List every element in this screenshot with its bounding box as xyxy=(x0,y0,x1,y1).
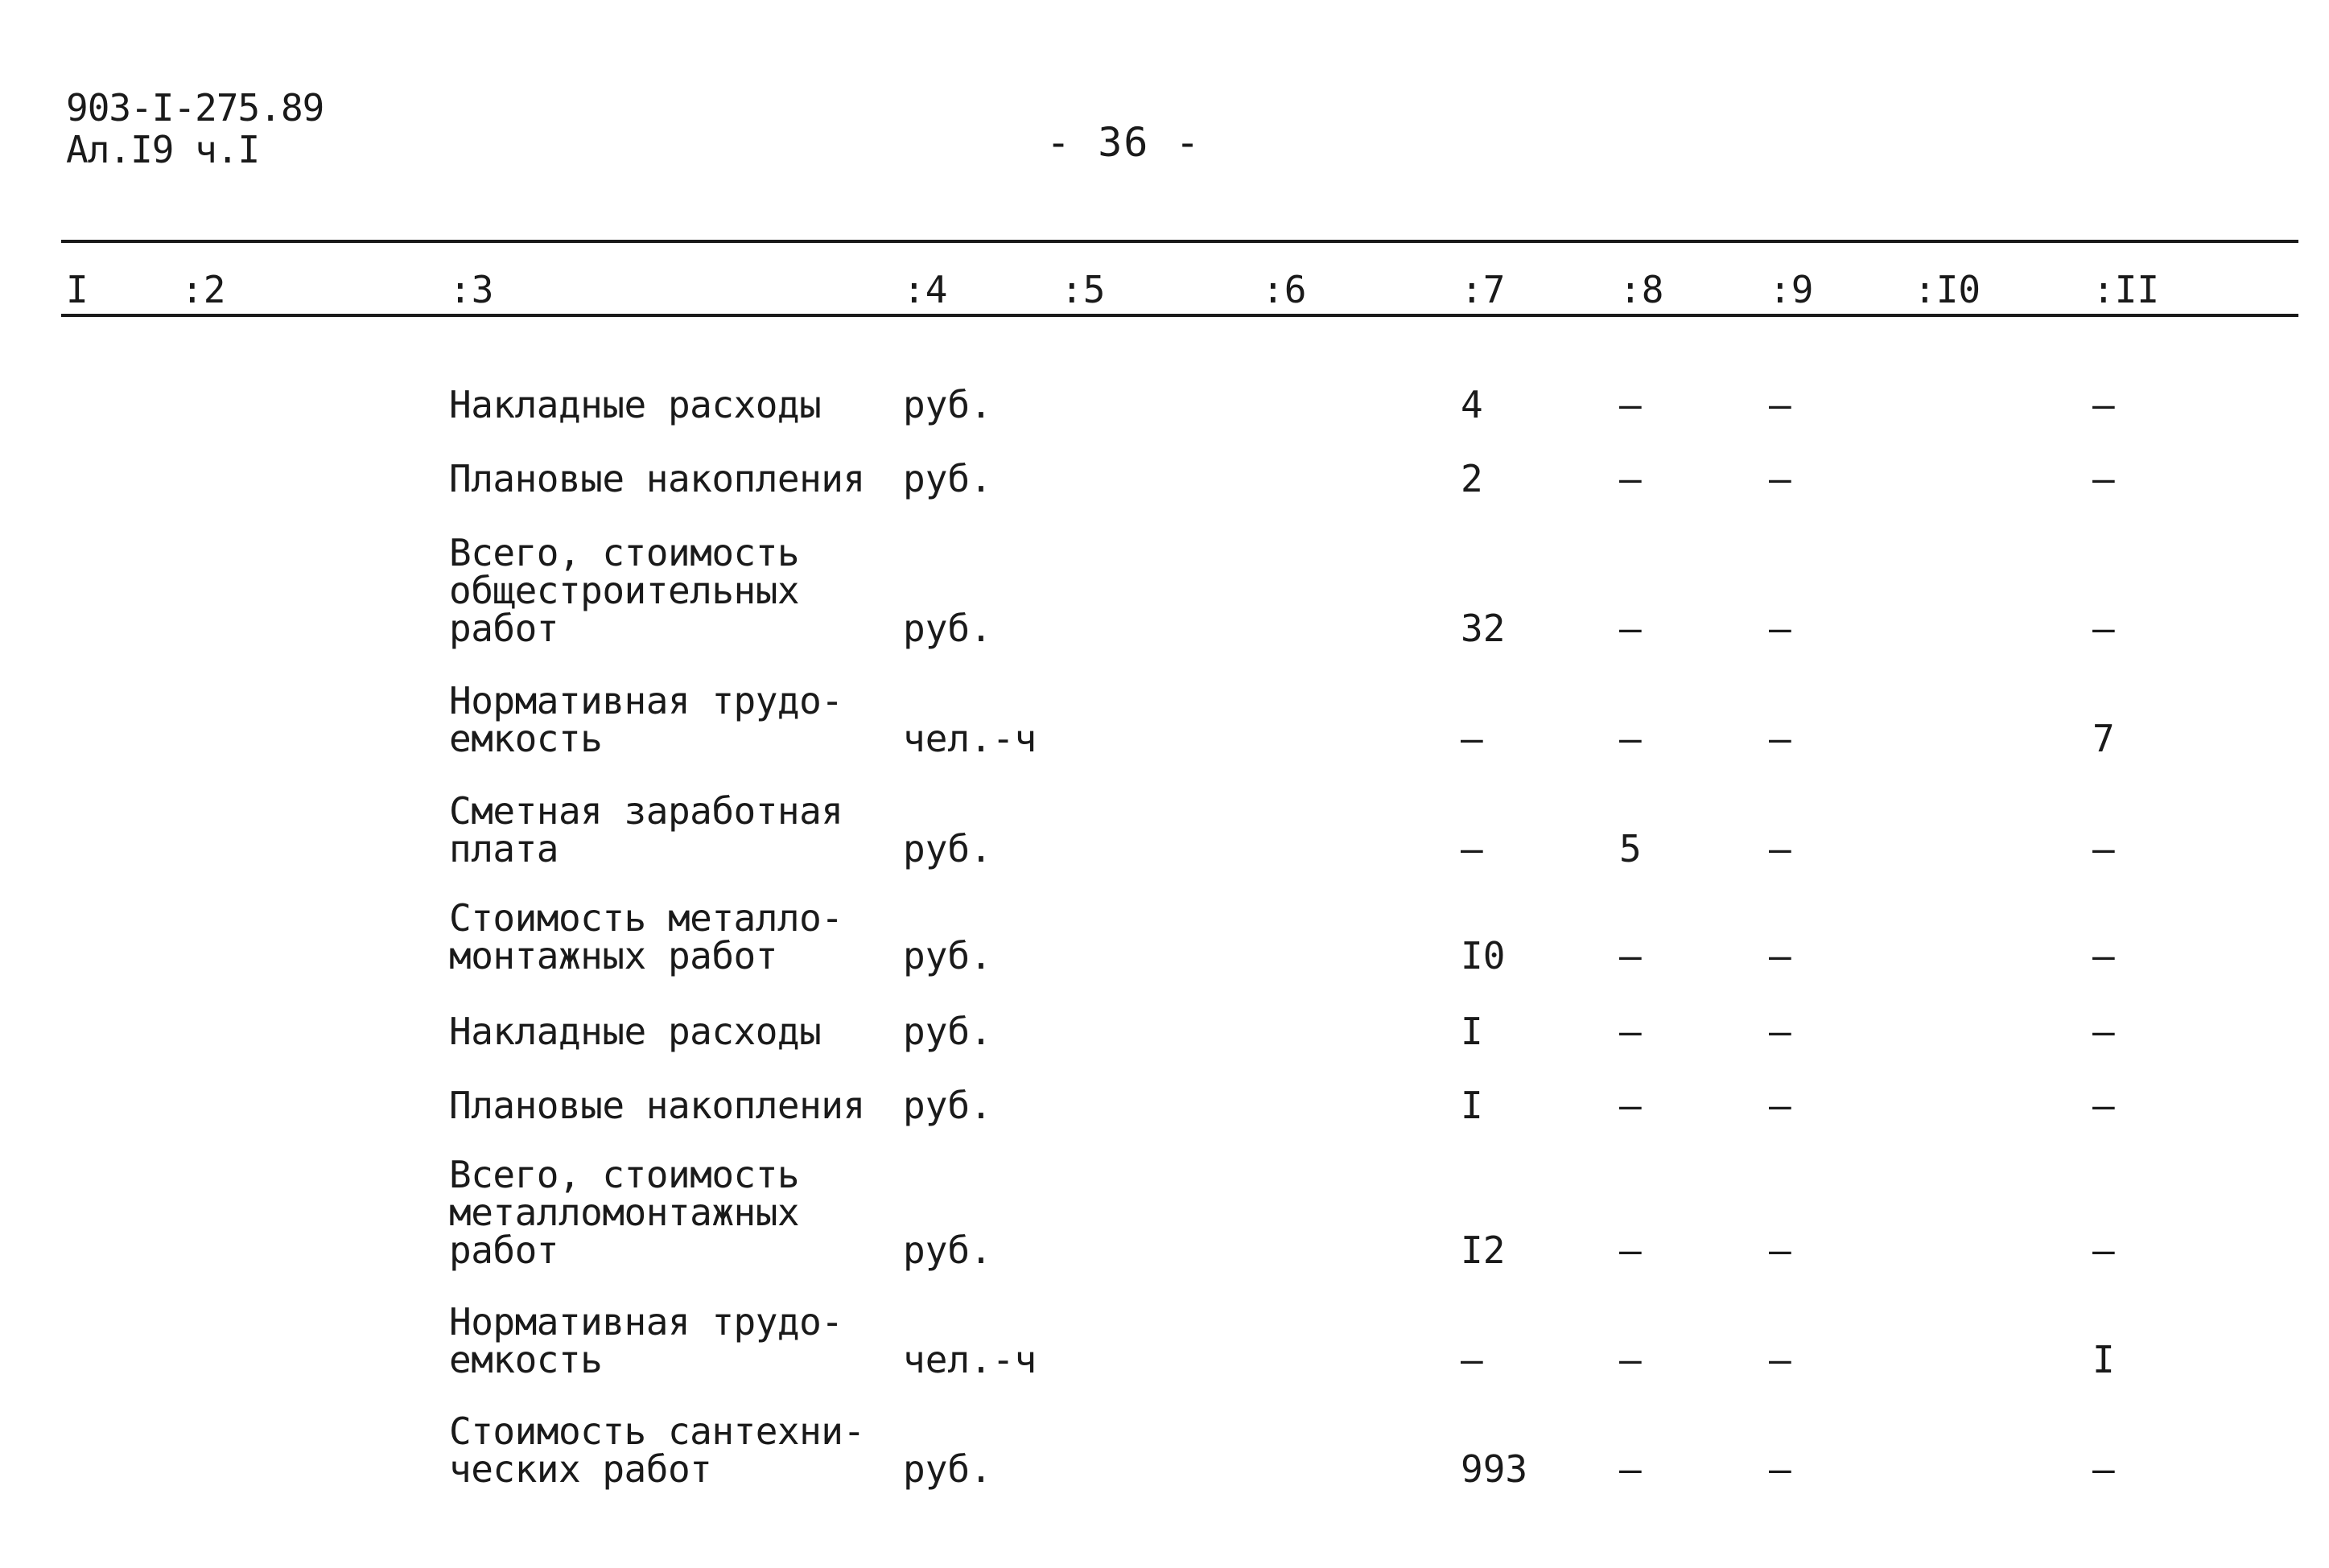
row-col-9: – xyxy=(1769,934,1791,977)
row-col-11: 7 xyxy=(2092,717,2115,760)
table-row xyxy=(0,1300,2329,1381)
row-name: Нормативная трудо- емкость xyxy=(449,1300,843,1381)
row-col-9: – xyxy=(1769,1084,1791,1127)
row-col-11: – xyxy=(2092,607,2115,650)
row-col-9: – xyxy=(1769,1010,1791,1053)
row-unit: руб. xyxy=(903,607,992,650)
row-unit: руб. xyxy=(903,457,992,500)
row-col-7: 993 xyxy=(1461,1447,1528,1491)
row-unit: руб. xyxy=(903,1084,992,1127)
column-header-2: :2 xyxy=(181,268,226,311)
row-name: Сметная заработная плата xyxy=(449,789,843,870)
row-unit: руб. xyxy=(903,1228,992,1272)
row-col-8: – xyxy=(1619,607,1642,650)
row-name: Стоимость сантехни- ческих работ xyxy=(449,1410,865,1491)
row-name: Накладные расходы xyxy=(449,1010,822,1053)
row-col-11: – xyxy=(2092,383,2115,426)
document-code-line-1: 903-I-275.89 xyxy=(66,86,324,130)
row-col-8: – xyxy=(1619,1010,1642,1053)
row-name: Всего, стоимость общестроительных работ xyxy=(449,531,800,650)
row-col-8: – xyxy=(1619,1338,1642,1381)
column-header-11: :II xyxy=(2092,268,2160,311)
row-col-7: I xyxy=(1461,1010,1483,1053)
row-col-11: – xyxy=(2092,457,2115,500)
row-col-8: – xyxy=(1619,383,1642,426)
row-unit: руб. xyxy=(903,1010,992,1053)
row-col-8: – xyxy=(1619,717,1642,760)
table-row xyxy=(0,896,2329,977)
row-col-9: – xyxy=(1769,827,1791,870)
row-unit: руб. xyxy=(903,934,992,977)
row-unit: руб. xyxy=(903,1447,992,1491)
row-col-11: – xyxy=(2092,827,2115,870)
row-col-9: – xyxy=(1769,457,1791,500)
row-name: Всего, стоимость металломонтажных работ xyxy=(449,1153,800,1272)
row-col-7: I0 xyxy=(1461,934,1506,977)
row-unit: руб. xyxy=(903,383,992,426)
row-col-8: – xyxy=(1619,1447,1642,1491)
row-name: Накладные расходы xyxy=(449,383,822,426)
row-col-7: 4 xyxy=(1461,383,1483,426)
row-col-11: – xyxy=(2092,1228,2115,1272)
row-col-8: – xyxy=(1619,457,1642,500)
column-header-1: I xyxy=(66,268,89,311)
row-col-9: – xyxy=(1769,1338,1791,1381)
row-unit: руб. xyxy=(903,827,992,870)
table-row xyxy=(0,457,2329,500)
table-row xyxy=(0,1410,2329,1491)
row-name: Стоимость металло- монтажных работ xyxy=(449,896,843,977)
row-col-7: – xyxy=(1461,717,1483,760)
row-col-7: 32 xyxy=(1461,607,1506,650)
row-col-11: – xyxy=(2092,1447,2115,1491)
row-col-7: – xyxy=(1461,827,1483,870)
column-header-3: :3 xyxy=(449,268,494,311)
row-col-7: I2 xyxy=(1461,1228,1506,1272)
table-row xyxy=(0,531,2329,650)
column-header-5: :5 xyxy=(1061,268,1106,311)
row-col-8: – xyxy=(1619,934,1642,977)
column-header-6: :6 xyxy=(1262,268,1307,311)
row-col-7: – xyxy=(1461,1338,1483,1381)
column-header-4: :4 xyxy=(903,268,948,311)
table-row xyxy=(0,789,2329,870)
column-header-7: :7 xyxy=(1461,268,1506,311)
row-unit: чел.-ч xyxy=(903,717,1037,760)
row-col-9: – xyxy=(1769,717,1791,760)
table-row xyxy=(0,383,2329,426)
row-col-11: – xyxy=(2092,934,2115,977)
table-row xyxy=(0,1153,2329,1272)
row-unit: чел.-ч xyxy=(903,1338,1037,1381)
row-col-7: I xyxy=(1461,1084,1483,1127)
row-col-9: – xyxy=(1769,1447,1791,1491)
column-header-8: :8 xyxy=(1619,268,1664,311)
document-code xyxy=(66,87,324,171)
table-top-rule xyxy=(61,240,2298,243)
column-header-10: :I0 xyxy=(1914,268,1981,311)
row-col-9: – xyxy=(1769,1228,1791,1272)
table-row xyxy=(0,1010,2329,1053)
row-name: Плановые накопления xyxy=(449,1084,865,1127)
document-code-line-2: Ал.I9 ч.I xyxy=(66,128,260,171)
table-row xyxy=(0,1084,2329,1127)
row-name: Плановые накопления xyxy=(449,457,865,500)
page-number: - 36 - xyxy=(1046,119,1202,166)
row-col-11: I xyxy=(2092,1338,2115,1381)
row-name: Нормативная трудо- емкость xyxy=(449,679,843,760)
table-header-rule xyxy=(61,314,2298,317)
table-row xyxy=(0,679,2329,760)
row-col-11: – xyxy=(2092,1010,2115,1053)
row-col-11: – xyxy=(2092,1084,2115,1127)
row-col-9: – xyxy=(1769,383,1791,426)
row-col-8: – xyxy=(1619,1228,1642,1272)
row-col-8: 5 xyxy=(1619,827,1642,870)
row-col-8: – xyxy=(1619,1084,1642,1127)
column-header-9: :9 xyxy=(1769,268,1814,311)
row-col-7: 2 xyxy=(1461,457,1483,500)
row-col-9: – xyxy=(1769,607,1791,650)
